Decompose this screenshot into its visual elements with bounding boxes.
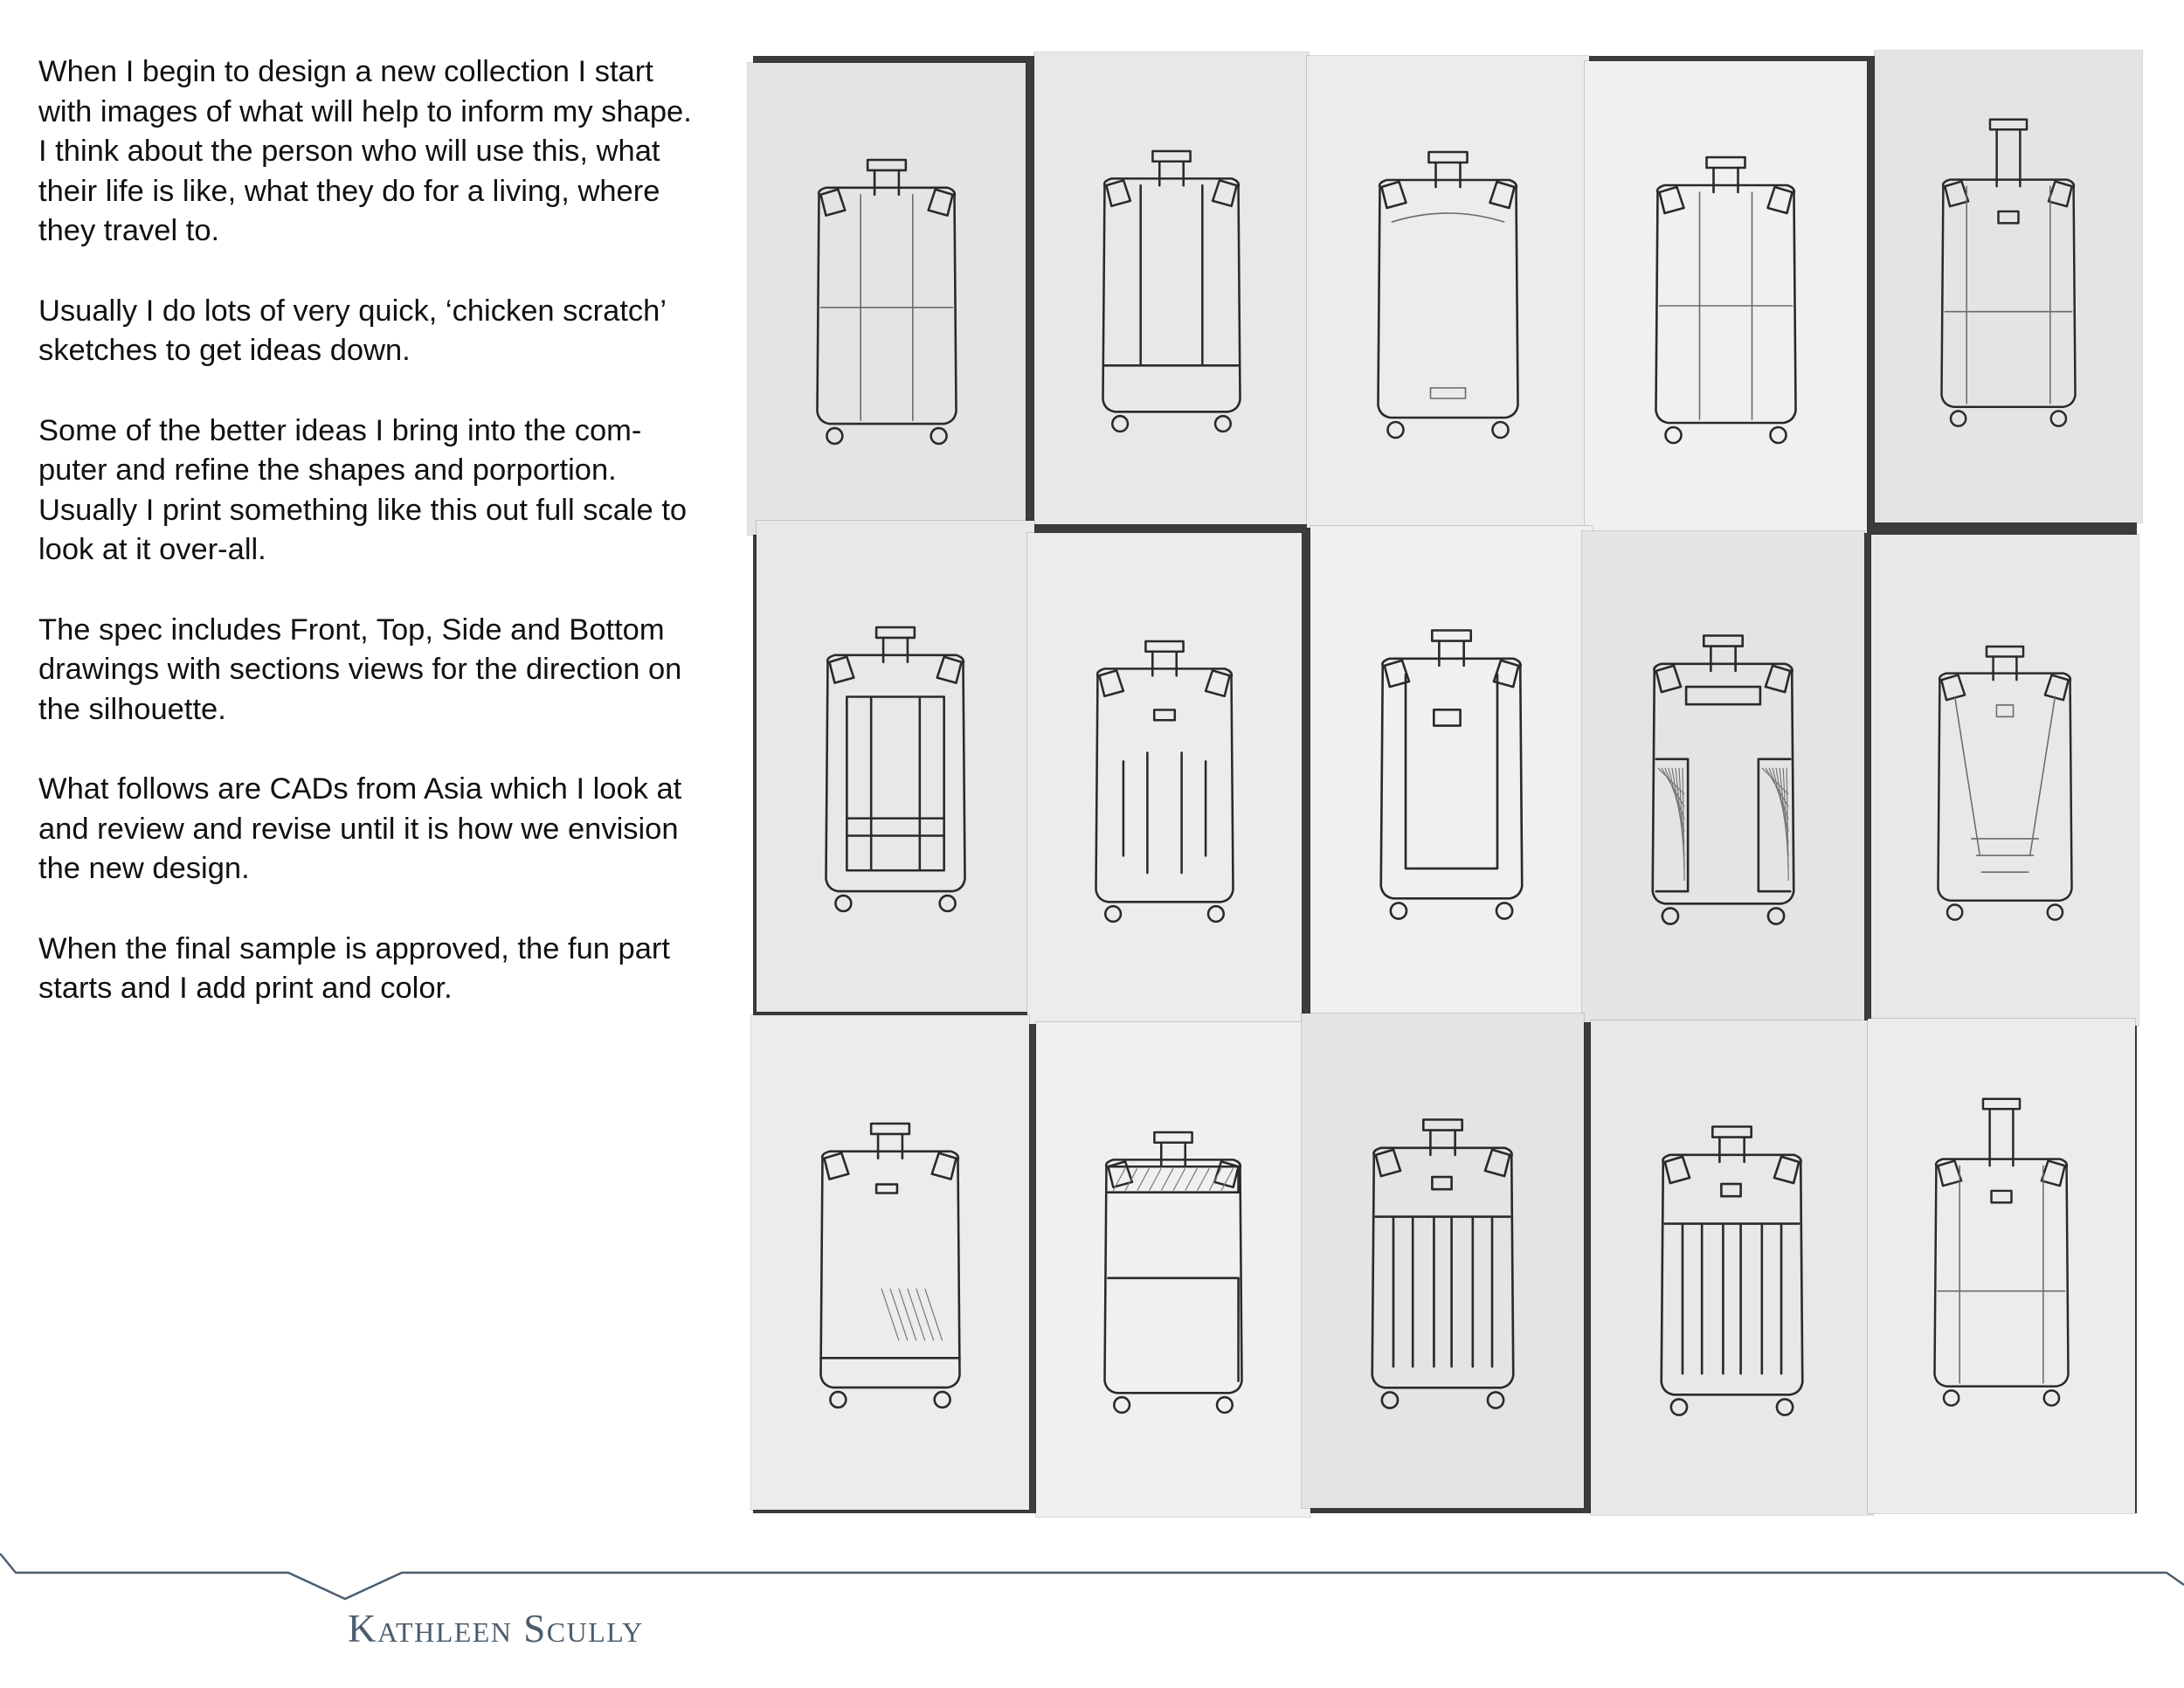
sketch-card [1302,1013,1584,1508]
suitcase-sketch [1585,61,1867,533]
sketch-card [1868,1019,2135,1513]
paragraph: Usually I do lots of very quick, ‘chicken scratch’ sketches to get ideas down. [38,294,667,367]
sketch-collage [753,56,2137,1513]
suitcase-sketch [1036,1022,1310,1517]
suitcase-sketch [1582,531,1864,1022]
paragraph: Some of the better ideas I bring into the com- puter and refine the shapes and porportion. Usually I print something like this out full scale to look at it over-all. [38,413,688,566]
suitcase-sketch [1302,1013,1584,1508]
sketch-card [1591,1020,1873,1515]
suitcase-sketch [1875,51,2142,522]
sketch-card [1875,51,2142,522]
suitcase-sketch [1871,535,2139,1026]
paragraph: What follows are CADs from Asia which I look at and review and revise until it is how we envision the new design. [38,772,682,885]
sketch-card [757,521,1034,1012]
body-text [38,52,737,1049]
sketch-card [748,63,1026,535]
author-name: Kathleen Scully [348,1607,644,1650]
sketch-card [1307,56,1589,528]
suitcase-sketch [751,1015,1029,1510]
suitcase-sketch [1034,52,1309,524]
suitcase-sketch [757,521,1034,1012]
suitcase-sketch [1027,533,1302,1024]
suitcase-sketch [1591,1020,1873,1515]
sketch-card [1871,535,2139,1026]
suitcase-sketch [1307,56,1589,528]
paragraph: The spec includes Front, Top, Side and Bottom drawings with sections views for the direction on the silhouette. [38,612,682,726]
sketch-card [751,1015,1029,1510]
sketch-card [1036,1022,1310,1517]
footer-rule [0,1553,2184,1606]
paragraph: When I begin to design a new collection I start with images of what will help to inform my shape. I think about the person who will use this, what their life is like, what they do for a living, where they travel to. [38,55,692,247]
suitcase-sketch [1310,526,1593,1017]
suitcase-sketch [748,63,1026,535]
suitcase-sketch [1868,1019,2135,1513]
paragraph: When the final sample is approved, the fun part starts and I add print and color. [38,931,671,1005]
sketch-card [1582,531,1864,1022]
sketch-card [1310,526,1593,1017]
sketch-card [1027,533,1302,1024]
sketch-card [1585,61,1867,533]
sketch-card [1034,52,1309,524]
